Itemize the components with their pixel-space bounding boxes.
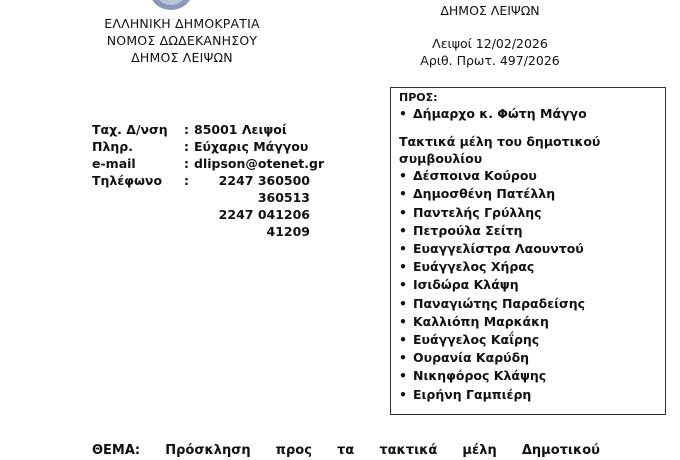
to-label: ΠΡΟΣ: — [399, 91, 438, 104]
council-member-item: • Ισιδώρα Κλάψη — [399, 276, 657, 294]
address-label: Ταχ. Δ/νση — [92, 122, 168, 137]
recipient-mayor: • Δήμαρχο κ. Φώτη Μάγγο — [399, 105, 657, 123]
email-row: e-mail : dlipson@otenet.gr — [92, 156, 325, 171]
subject-word: τα — [337, 443, 355, 458]
subject-word: προς — [275, 443, 312, 458]
council-member-item: • Παναγιώτης Παραδείσης — [399, 295, 657, 313]
subject-word: τακτικά — [379, 443, 438, 458]
issuer-header — [92, 15, 272, 66]
council-member-item: • Δημοσθένη Πατέλλη — [399, 185, 657, 203]
document-date: Λειψοί 12/02/2026 — [432, 36, 548, 51]
protocol-number: Αριθ. Πρωτ. 497/2026 — [420, 53, 560, 68]
council-member-item: • Καλλιόπη Μαρκάκη — [399, 313, 657, 331]
phone-number: 2247 360500 — [218, 173, 310, 188]
country-name: ΕΛΛΗΝΙΚΗ ΔΗΜΟΚΡΑΤΙΑ — [104, 16, 260, 31]
subject-word: Πρόσκληση — [165, 443, 251, 458]
council-members-heading: Τακτικά μέλη του δημοτικού συμβουλίου — [399, 134, 601, 167]
phone-row — [92, 223, 324, 240]
subject-word: μέλη — [462, 443, 497, 458]
email-label: e-mail — [92, 156, 136, 171]
council-member-item: • Παντελής Γρύλλης — [399, 204, 657, 222]
council-member-item: • Ευάγγελος Καΐρης — [399, 331, 657, 349]
phone-row: Τηλέφωνο : 2247 360500 — [92, 173, 310, 188]
phone-number: 41209 — [266, 224, 310, 239]
municipality-name: ΔΗΜΟΣ ΛΕΙΨΩΝ — [131, 50, 233, 65]
council-member-item: • Ευαγγελίστρα Λαουντού — [399, 240, 657, 258]
email-value: dlipson@otenet.gr — [194, 156, 325, 171]
address-row: Ταχ. Δ/νση : 85001 Λειψοί — [92, 122, 287, 137]
info-row: Πληρ. : Εύχαρις Μάγγου — [92, 139, 309, 154]
prefecture-name: ΝΟΜΟΣ ΔΩΔΕΚΑΝΗΣΟΥ — [106, 33, 258, 48]
subject-label: ΘΕΜΑ: — [92, 443, 141, 458]
phone-row — [92, 189, 324, 206]
municipality-title: ΔΗΜΟΣ ΛΕΙΨΩΝ — [440, 3, 540, 18]
council-member-item: • Ευάγγελος Χήρας — [399, 258, 657, 276]
phone-label: Τηλέφωνο — [92, 173, 163, 188]
document-meta — [400, 2, 580, 69]
phone-row — [92, 206, 324, 223]
subject-word: Δημοτικού — [521, 443, 600, 458]
council-members-list — [399, 167, 657, 404]
phone-number: 360513 — [257, 190, 310, 205]
council-member-item: • Ειρήνη Γαμπιέρη — [399, 386, 657, 404]
info-value: Εύχαρις Μάγγου — [194, 139, 309, 154]
council-member-item: • Ουρανία Καρύδη — [399, 349, 657, 367]
contact-details — [92, 121, 324, 240]
recipients-box — [390, 87, 666, 415]
address-value: 85001 Λειψοί — [194, 122, 287, 137]
council-member-item: • Πετρούλα Σείτη — [399, 222, 657, 240]
subject-line — [92, 443, 600, 458]
phone-number: 2247 041206 — [218, 207, 310, 222]
info-label: Πληρ. — [92, 139, 133, 154]
council-member-item: • Νικηφόρος Κλάψης — [399, 367, 657, 385]
greek-republic-emblem — [148, 0, 194, 12]
council-member-item: • Δέσποινα Κούρου — [399, 167, 657, 185]
